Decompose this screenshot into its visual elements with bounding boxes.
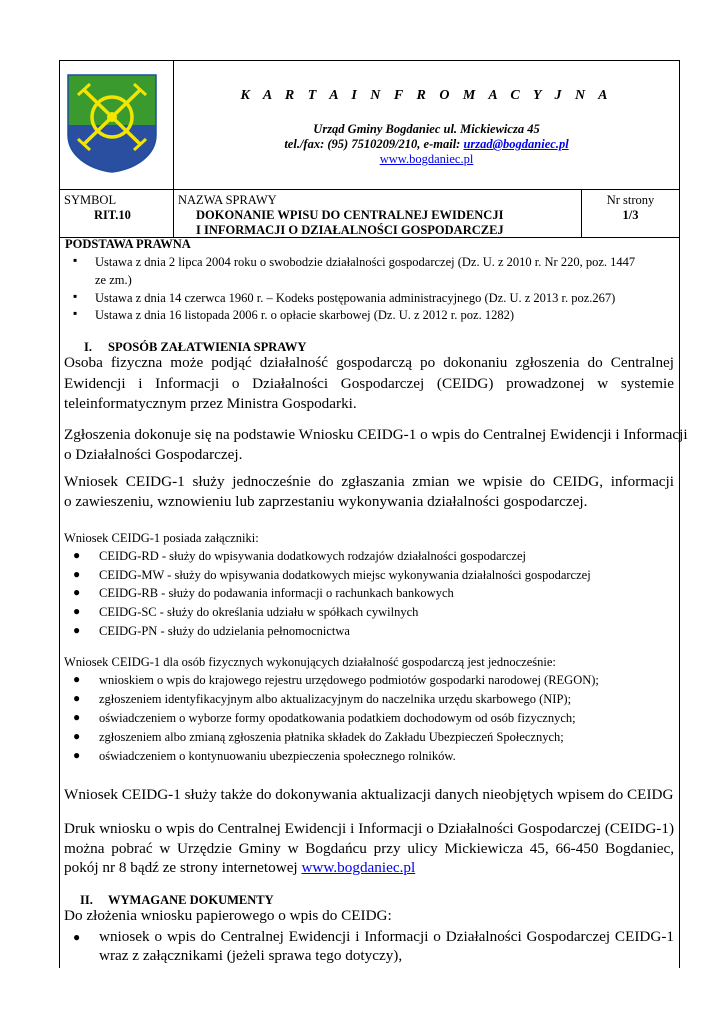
attachment-item: CEIDG-SC - służy do określania udziału w spółkach cywilnych <box>99 605 419 619</box>
section1-heading: SPOSÓB ZAŁATWIENIA SPRAWY <box>108 340 307 354</box>
page-number-cell <box>582 190 679 237</box>
section2-heading: WYMAGANE DOKUMENTY <box>108 893 274 907</box>
symbol-value: RIT.10 <box>94 208 131 222</box>
bullet-icon: ● <box>73 748 81 762</box>
bullet-icon: ● <box>73 672 81 686</box>
bullet-icon: ● <box>73 729 81 743</box>
symbol-cell <box>60 190 174 237</box>
document-title: K A R T A I N F R O M A C Y J N A <box>240 88 613 103</box>
equivalents-intro: Wniosek CEIDG-1 dla osób fizycznych wykonujących działalność gospodarczą jest jednocześnie: <box>64 655 556 669</box>
required-document-item-continued: wraz z załącznikami (jeżeli sprawa tego dotyczy), <box>99 947 403 964</box>
section1-paragraph-line: Ewidencji i Informacji o Działalności Gospodarczej (CEIDG) prowadzonej w systemie <box>64 375 674 392</box>
attachment-item: CEIDG-MW - służy do wpisywania dodatkowych miejsc wykonywania działalności gospodarczej <box>99 568 591 582</box>
header-row <box>60 61 679 190</box>
form-download-line: można pobrać w Urzędzie Gminy w Bogdańcu przy ulicy Mickiewicza 45, 66-450 Bogdaniec, <box>64 840 674 857</box>
equivalent-item: wnioskiem o wpis do krajowego rejestru urzędowego podmiotów gospodarki narodowej (REGON); <box>99 673 599 687</box>
bullet-icon: ● <box>73 710 81 724</box>
section1-paragraph-line: teleinformatycznym przez Ministra Gospodarki. <box>64 395 357 412</box>
equivalent-item: zgłoszeniem albo zmianą zgłoszenia płatnika składek do Zakładu Ubezpieczeń Społecznych; <box>99 730 564 744</box>
section2-number: II. <box>80 893 93 907</box>
required-document-item: wniosek o wpis do Centralnej Ewidencji i Informacji o Działalności Gospodarczej CEIDG-1 <box>99 928 674 945</box>
attachment-item: CEIDG-RD - służy do wpisywania dodatkowych rodzajów działalności gospodarczej <box>99 549 526 563</box>
case-name-line1: DOKONANIE WPISU DO CENTRALNEJ EWIDENCJI <box>196 208 504 222</box>
update-note: Wniosek CEIDG-1 służy także do dokonywania aktualizacji danych nieobjętych wpisem do CEIDG <box>64 786 674 803</box>
section1-paragraph-line: Osoba fizyczna może podjąć działalność gospodarczą po dokonaniu zgłoszenia do Centralnej <box>64 354 674 371</box>
case-name-cell <box>174 190 582 237</box>
symbol-label: SYMBOL <box>64 193 117 207</box>
logo-cell <box>60 61 174 189</box>
section1-paragraph-line: o zawieszeniu, wznowieniu lub zaprzestaniu wykonywania działalności gospodarczej. <box>64 493 588 510</box>
form-download-text: pokój nr 8 bądź ze strony internetowej <box>64 859 302 876</box>
section1-paragraph-line: Wniosek CEIDG-1 służy jednocześnie do zgłaszania zmian we wpisie do CEIDG, informacji <box>64 473 674 490</box>
office-address: Urząd Gminy Bogdaniec ul. Mickiewicza 45 <box>313 122 540 136</box>
attachments-intro: Wniosek CEIDG-1 posiada załączniki: <box>64 531 259 545</box>
bullet-icon: ● <box>73 623 81 637</box>
coat-of-arms-icon <box>66 73 158 173</box>
header-website <box>174 152 679 167</box>
email-link[interactable]: urzad@bogdaniec.pl <box>463 137 569 151</box>
bullet-icon: ● <box>73 691 81 705</box>
bullet-icon: ● <box>73 604 81 618</box>
attachment-item: CEIDG-PN - służy do udzielania pełnomocnictwa <box>99 624 350 638</box>
bullet-icon: ● <box>73 548 81 562</box>
section1-paragraph-line: Zgłoszenia dokonuje się na podstawie Wniosku CEIDG-1 o wpis do Centralnej Ewidencji i Informacji <box>64 426 688 443</box>
legal-basis-heading: PODSTAWA PRAWNA <box>65 237 191 251</box>
square-bullet-icon: ▪ <box>73 306 78 320</box>
website-link-inline[interactable]: www.bogdaniec.pl <box>301 859 416 876</box>
page-number-label: Nr strony <box>606 193 655 207</box>
section2-intro: Do złożenia wniosku papierowego o wpis do CEIDG: <box>64 907 392 924</box>
legal-basis-item: Ustawa z dnia 14 czerwca 1960 r. – Kodeks postępowania administracyjnego (Dz. U. z 2013 r. poz.267) <box>95 291 616 305</box>
section1-paragraph-line: o Działalności Gospodarczej. <box>64 446 243 463</box>
equivalent-item: oświadczeniem o kontynuowaniu ubezpieczenia społecznego rolników. <box>99 749 456 763</box>
case-name-line2: I INFORMACJI O DZIAŁALNOŚCI GOSPODARCZEJ <box>196 223 504 237</box>
phone-fax: tel./fax: (95) 7510209/210, e-mail: <box>284 137 464 151</box>
legal-basis-item-continued: ze zm.) <box>95 273 132 287</box>
bullet-icon: ● <box>73 585 81 599</box>
square-bullet-icon: ▪ <box>73 253 78 267</box>
office-contact <box>174 137 679 152</box>
legal-basis-item: Ustawa z dnia 16 listopada 2006 r. o opłacie skarbowej (Dz. U. z 2012 r. poz. 1282) <box>95 308 514 322</box>
website-link[interactable]: www.bogdaniec.pl <box>379 152 474 166</box>
meta-row <box>60 190 679 238</box>
form-download-line: Druk wniosku o wpis do Centralnej Ewidencji i Informacji o Działalności Gospodarczej (CEIDG-1) <box>64 820 674 837</box>
case-name-label: NAZWA SPRAWY <box>178 193 277 207</box>
page-number-value: 1/3 <box>622 208 639 222</box>
equivalent-item: zgłoszeniem identyfikacyjnym albo aktualizacyjnym do naczelnika urzędu skarbowego (NIP); <box>99 692 572 706</box>
section1-number: I. <box>84 340 92 354</box>
bullet-icon: ● <box>73 567 81 581</box>
form-download-line <box>64 859 415 877</box>
legal-basis-item: Ustawa z dnia 2 lipca 2004 roku o swobodzie działalności gospodarczej (Dz. U. z 2010 r. Nr 220, poz. 1447 <box>95 255 636 269</box>
equivalent-item: oświadczeniem o wyborze formy opodatkowania podatkiem dochodowym od osób fizycznych; <box>99 711 576 725</box>
bullet-icon: ● <box>73 930 81 944</box>
square-bullet-icon: ▪ <box>73 289 78 303</box>
attachment-item: CEIDG-RB - służy do podawania informacji o rachunkach bankowych <box>99 586 454 600</box>
